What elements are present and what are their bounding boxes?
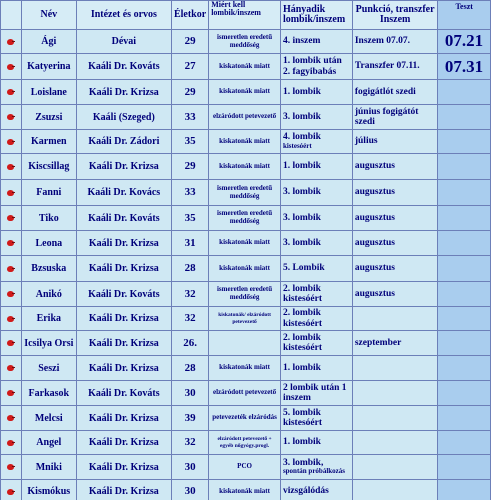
ladybug-icon (7, 340, 14, 346)
test-cell[interactable] (438, 154, 491, 180)
schedule-cell[interactable]: szeptember (352, 331, 438, 356)
row-icon-cell (1, 206, 22, 231)
attempt-note: kistesóért (282, 141, 312, 150)
ladybug-icon (7, 190, 14, 196)
reason-cell[interactable]: elzáródott petevezető + egyéb nőgyógy.progl. (209, 431, 281, 455)
schedule-cell[interactable]: augusztus (352, 154, 438, 180)
row-icon-cell (1, 431, 22, 455)
table-row (1, 356, 491, 381)
name-cell[interactable]: Seszi (21, 356, 76, 381)
row-icon-cell (1, 231, 22, 256)
ladybug-icon (7, 464, 14, 470)
row-icon-cell (1, 80, 22, 105)
age-cell[interactable]: 35 (171, 206, 208, 231)
institute-cell[interactable]: Kaáli Dr. Kováts (76, 206, 171, 231)
attempt-text: 1. lombik (282, 161, 321, 172)
reason-cell[interactable]: kiskatonák miatt (209, 480, 281, 500)
test-cell[interactable] (438, 80, 491, 105)
institute-cell[interactable]: Kaáli Dr. Krizsa (76, 331, 171, 356)
reason-cell[interactable]: elzáródott petevezető (209, 381, 281, 406)
schedule-cell[interactable]: augusztus (352, 256, 438, 282)
ladybug-icon (7, 114, 14, 120)
age-cell[interactable]: 35 (171, 130, 208, 154)
name-cell[interactable]: Ági (21, 30, 76, 54)
attempt-text: vizsgálódás (282, 486, 329, 497)
test-cell[interactable] (438, 431, 491, 455)
institute-cell[interactable]: Kaáli Dr. Zádori (76, 130, 171, 154)
attempt-cell[interactable] (280, 331, 352, 356)
name-cell[interactable]: Kiscsillag (21, 154, 76, 180)
attempt-text: 3. lombik, (282, 457, 324, 468)
ladybug-icon (7, 240, 14, 246)
attempt-text: 2. lombik kistesóért (282, 283, 322, 304)
table-row (1, 406, 491, 431)
schedule-cell[interactable] (352, 356, 438, 381)
schedule-cell[interactable]: augusztus (352, 180, 438, 206)
institute-cell[interactable]: Kaáli Dr. Krizsa (76, 231, 171, 256)
attempt-cell[interactable] (280, 455, 352, 480)
reason-cell[interactable]: kiskatonák miatt (209, 130, 281, 154)
age-cell[interactable]: 30 (171, 381, 208, 406)
institute-cell[interactable]: Dévai (76, 30, 171, 54)
attempt-text: 1. lombik (282, 437, 321, 448)
header-nev: Név (21, 1, 76, 30)
row-icon-cell (1, 30, 22, 54)
reason-cell[interactable]: petevezeték elzáródás (209, 406, 281, 431)
age-cell[interactable]: 33 (171, 105, 208, 130)
test-cell[interactable] (438, 206, 491, 231)
age-cell[interactable]: 28 (171, 356, 208, 381)
teszt-value-2: 07.31 (444, 57, 484, 76)
name-cell[interactable]: Loislane (21, 80, 76, 105)
attempt-cell[interactable] (280, 105, 352, 130)
age-cell[interactable]: 30 (171, 455, 208, 480)
schedule-cell[interactable] (352, 455, 438, 480)
attempt-cell[interactable] (280, 256, 352, 282)
ladybug-icon (7, 440, 14, 446)
attempt-cell[interactable] (280, 130, 352, 154)
ladybug-icon (7, 365, 14, 371)
name-cell[interactable]: Fanni (21, 180, 76, 206)
attempt-cell[interactable] (280, 54, 352, 80)
attempt-cell[interactable] (280, 480, 352, 500)
header-teszt: Teszt (438, 1, 491, 30)
schedule-cell[interactable]: Inszem 07.07. (352, 30, 438, 54)
name-cell[interactable]: Angel (21, 431, 76, 455)
schedule-cell[interactable]: július (352, 130, 438, 154)
institute-cell[interactable]: Kaáli Dr. Kováts (76, 54, 171, 80)
table-row (1, 256, 491, 282)
reason-cell[interactable]: kiskatonák miatt (209, 356, 281, 381)
ladybug-icon (7, 89, 14, 95)
row-icon-cell (1, 406, 22, 431)
attempt-text: 3. lombik (282, 212, 321, 223)
row-icon-cell (1, 356, 22, 381)
table-row (1, 381, 491, 406)
name-cell[interactable]: Karmen (21, 130, 76, 154)
attempt-cell[interactable] (280, 30, 352, 54)
test-cell[interactable] (438, 256, 491, 282)
reason-cell[interactable]: PCO (209, 455, 281, 480)
table-row (1, 206, 491, 231)
name-cell[interactable]: Leona (21, 231, 76, 256)
name-cell[interactable]: Icsilya Orsi (21, 331, 76, 356)
table-row (1, 307, 491, 331)
table-row (1, 431, 491, 455)
schedule-cell[interactable] (352, 480, 438, 500)
schedule-cell[interactable]: augusztus (352, 231, 438, 256)
row-icon-cell (1, 256, 22, 282)
attempt-cell[interactable] (280, 206, 352, 231)
institute-cell[interactable]: Kaáli Dr. Krizsa (76, 256, 171, 282)
institute-cell[interactable]: Kaáli Dr. Kováts (76, 282, 171, 307)
reason-cell[interactable]: kiskatonák miatt (209, 256, 281, 282)
row-icon-cell (1, 130, 22, 154)
table-row (1, 231, 491, 256)
reason-cell[interactable]: kiskatonák miatt (209, 154, 281, 180)
header-icon-col (1, 1, 22, 30)
attempt-text: 5. Lombik (282, 263, 325, 274)
age-cell[interactable]: 28 (171, 256, 208, 282)
institute-cell[interactable]: Kaáli Dr. Krizsa (76, 431, 171, 455)
attempt-cell[interactable] (280, 231, 352, 256)
table-row (1, 54, 491, 80)
test-cell[interactable] (438, 331, 491, 356)
age-cell[interactable]: 32 (171, 282, 208, 307)
name-cell[interactable]: Erika (21, 307, 76, 331)
institute-cell[interactable]: Kaáli Dr. Kováts (76, 381, 171, 406)
table-row (1, 105, 491, 130)
row-icon-cell (1, 54, 22, 80)
age-cell[interactable]: 29 (171, 80, 208, 105)
row-icon-cell (1, 307, 22, 331)
reason-cell[interactable]: ismeretlen eredetű meddőség (209, 30, 281, 54)
schedule-cell[interactable] (352, 307, 438, 331)
attempt-text: 2 lombik után 1 inszem (282, 382, 347, 403)
attempt-cell[interactable] (280, 406, 352, 431)
test-cell[interactable] (438, 455, 491, 480)
header-hanyadik: Hányadik lombik/inszem (280, 1, 352, 30)
institute-cell[interactable]: Kaáli Dr. Krizsa (76, 154, 171, 180)
reason-cell[interactable]: ismeretlen eredetű meddőség (209, 206, 281, 231)
ladybug-icon (7, 139, 14, 145)
table-row (1, 455, 491, 480)
header-miert: Miért kell lombik/inszem (209, 1, 281, 30)
row-icon-cell (1, 480, 22, 500)
institute-cell[interactable]: Kaáli Dr. Krizsa (76, 455, 171, 480)
attempt-cell[interactable] (280, 80, 352, 105)
age-cell[interactable]: 29 (171, 30, 208, 54)
age-cell[interactable]: 30 (171, 480, 208, 500)
ladybug-icon (7, 266, 14, 272)
age-cell[interactable]: 32 (171, 431, 208, 455)
age-cell[interactable]: 32 (171, 307, 208, 331)
schedule-cell[interactable]: augusztus (352, 206, 438, 231)
name-cell[interactable]: Katyerina (21, 54, 76, 80)
test-cell[interactable] (438, 231, 491, 256)
attempt-text: 2. lombik kistesóért (282, 308, 322, 329)
schedule-cell[interactable]: augusztus (352, 282, 438, 307)
test-cell[interactable] (438, 480, 491, 500)
table-row (1, 282, 491, 307)
ladybug-icon (7, 489, 14, 495)
attempt-cell[interactable] (280, 307, 352, 331)
table-row (1, 154, 491, 180)
institute-cell[interactable]: Kaáli Dr. Krizsa (76, 307, 171, 331)
name-cell[interactable]: Bzsuska (21, 256, 76, 282)
name-cell[interactable]: Zsuzsi (21, 105, 76, 130)
reason-cell[interactable]: kiskatonák/ elzáródott petevezető (209, 307, 281, 331)
test-cell[interactable] (438, 105, 491, 130)
attempt-text: 3. lombik (282, 187, 321, 198)
name-cell[interactable]: Mniki (21, 455, 76, 480)
reason-cell[interactable] (209, 331, 281, 356)
attempt-text: 1. lombik (282, 362, 321, 373)
test-cell[interactable] (438, 356, 491, 381)
attempt-text: 4. inszem (282, 36, 321, 47)
header-eletkor: Életkor (171, 1, 208, 30)
ladybug-icon (7, 215, 14, 221)
row-icon-cell (1, 180, 22, 206)
name-cell[interactable]: Tiko (21, 206, 76, 231)
test-cell[interactable] (438, 282, 491, 307)
institute-cell[interactable]: Kaáli (Szeged) (76, 105, 171, 130)
attempt-cell[interactable] (280, 381, 352, 406)
header-intezet: Intézet és orvos (76, 1, 171, 30)
attempt-note: spontán próbálkozás (282, 467, 345, 476)
age-cell[interactable]: 31 (171, 231, 208, 256)
ladybug-icon (7, 415, 14, 421)
attempt-text: 2. lombik kistesóért (282, 332, 322, 353)
table-row (1, 130, 491, 154)
attempt-cell[interactable] (280, 180, 352, 206)
attempt-text: 1. lombik (282, 86, 321, 97)
reason-cell[interactable]: elzáródott petevezető (209, 105, 281, 130)
row-icon-cell (1, 381, 22, 406)
ladybug-icon (7, 64, 14, 70)
test-cell[interactable] (438, 180, 491, 206)
table-row (1, 180, 491, 206)
ladybug-icon (7, 164, 14, 170)
schedule-cell[interactable]: fogigátlót szedi (352, 80, 438, 105)
name-cell[interactable]: Farkasok (21, 381, 76, 406)
schedule-cell[interactable] (352, 381, 438, 406)
ladybug-icon (7, 291, 14, 297)
reason-cell[interactable]: kiskatonák miatt (209, 54, 281, 80)
test-cell[interactable] (438, 406, 491, 431)
table-row (1, 80, 491, 105)
table-row (1, 30, 491, 54)
institute-cell[interactable]: Kaáli Dr. Kovács (76, 180, 171, 206)
age-cell[interactable]: 29 (171, 154, 208, 180)
ladybug-icon (7, 390, 14, 396)
test-cell[interactable] (438, 381, 491, 406)
name-cell[interactable]: Anikó (21, 282, 76, 307)
age-cell[interactable]: 26. (171, 331, 208, 356)
row-icon-cell (1, 331, 22, 356)
institute-cell[interactable]: Kaáli Dr. Krizsa (76, 356, 171, 381)
age-cell[interactable]: 27 (171, 54, 208, 80)
name-cell[interactable]: Melcsi (21, 406, 76, 431)
reason-cell[interactable]: kiskatonák miatt (209, 231, 281, 256)
schedule-cell[interactable]: Transzfer 07.11. (352, 54, 438, 80)
row-icon-cell (1, 154, 22, 180)
age-cell[interactable]: 33 (171, 180, 208, 206)
schedule-cell[interactable] (352, 431, 438, 455)
attempt-text: 3. lombik (282, 111, 321, 122)
age-cell[interactable]: 39 (171, 406, 208, 431)
ladybug-icon (7, 39, 14, 45)
institute-cell[interactable]: Kaáli Dr. Krizsa (76, 80, 171, 105)
attempt-text: 1. lombik után 2. fagyibabás (282, 56, 342, 77)
attempt-cell[interactable] (280, 282, 352, 307)
institute-cell[interactable]: Kaáli Dr. Krizsa (76, 406, 171, 431)
attempt-text: 3. lombik (282, 237, 321, 248)
attempt-cell[interactable] (280, 356, 352, 381)
test-cell[interactable] (438, 130, 491, 154)
attempt-text: 4. lombik (282, 132, 321, 143)
reason-cell[interactable]: kiskatonák miatt (209, 80, 281, 105)
header-row (1, 1, 491, 30)
attempt-cell[interactable] (280, 154, 352, 180)
name-cell[interactable]: Kismókus (21, 480, 76, 500)
schedule-cell[interactable]: június fogigátót szedi (352, 105, 438, 130)
row-icon-cell (1, 455, 22, 480)
table-row (1, 480, 491, 500)
header-punkcio: Punkció, transzfer Inszem (352, 1, 438, 30)
test-cell[interactable] (438, 307, 491, 331)
reason-cell[interactable]: ismeretlen eredetű meddőség (209, 282, 281, 307)
teszt-value-1: 07.21 (444, 31, 484, 50)
institute-cell[interactable]: Kaáli Dr. Krizsa (76, 480, 171, 500)
row-icon-cell (1, 105, 22, 130)
attempt-text: 5. lombik kistesóért (282, 407, 322, 428)
schedule-cell[interactable] (352, 406, 438, 431)
row-icon-cell (1, 282, 22, 307)
reason-cell[interactable]: ismeretlen eredetű meddőség (209, 180, 281, 206)
ladybug-icon (7, 316, 14, 322)
table-row (1, 331, 491, 356)
attempt-cell[interactable] (280, 431, 352, 455)
